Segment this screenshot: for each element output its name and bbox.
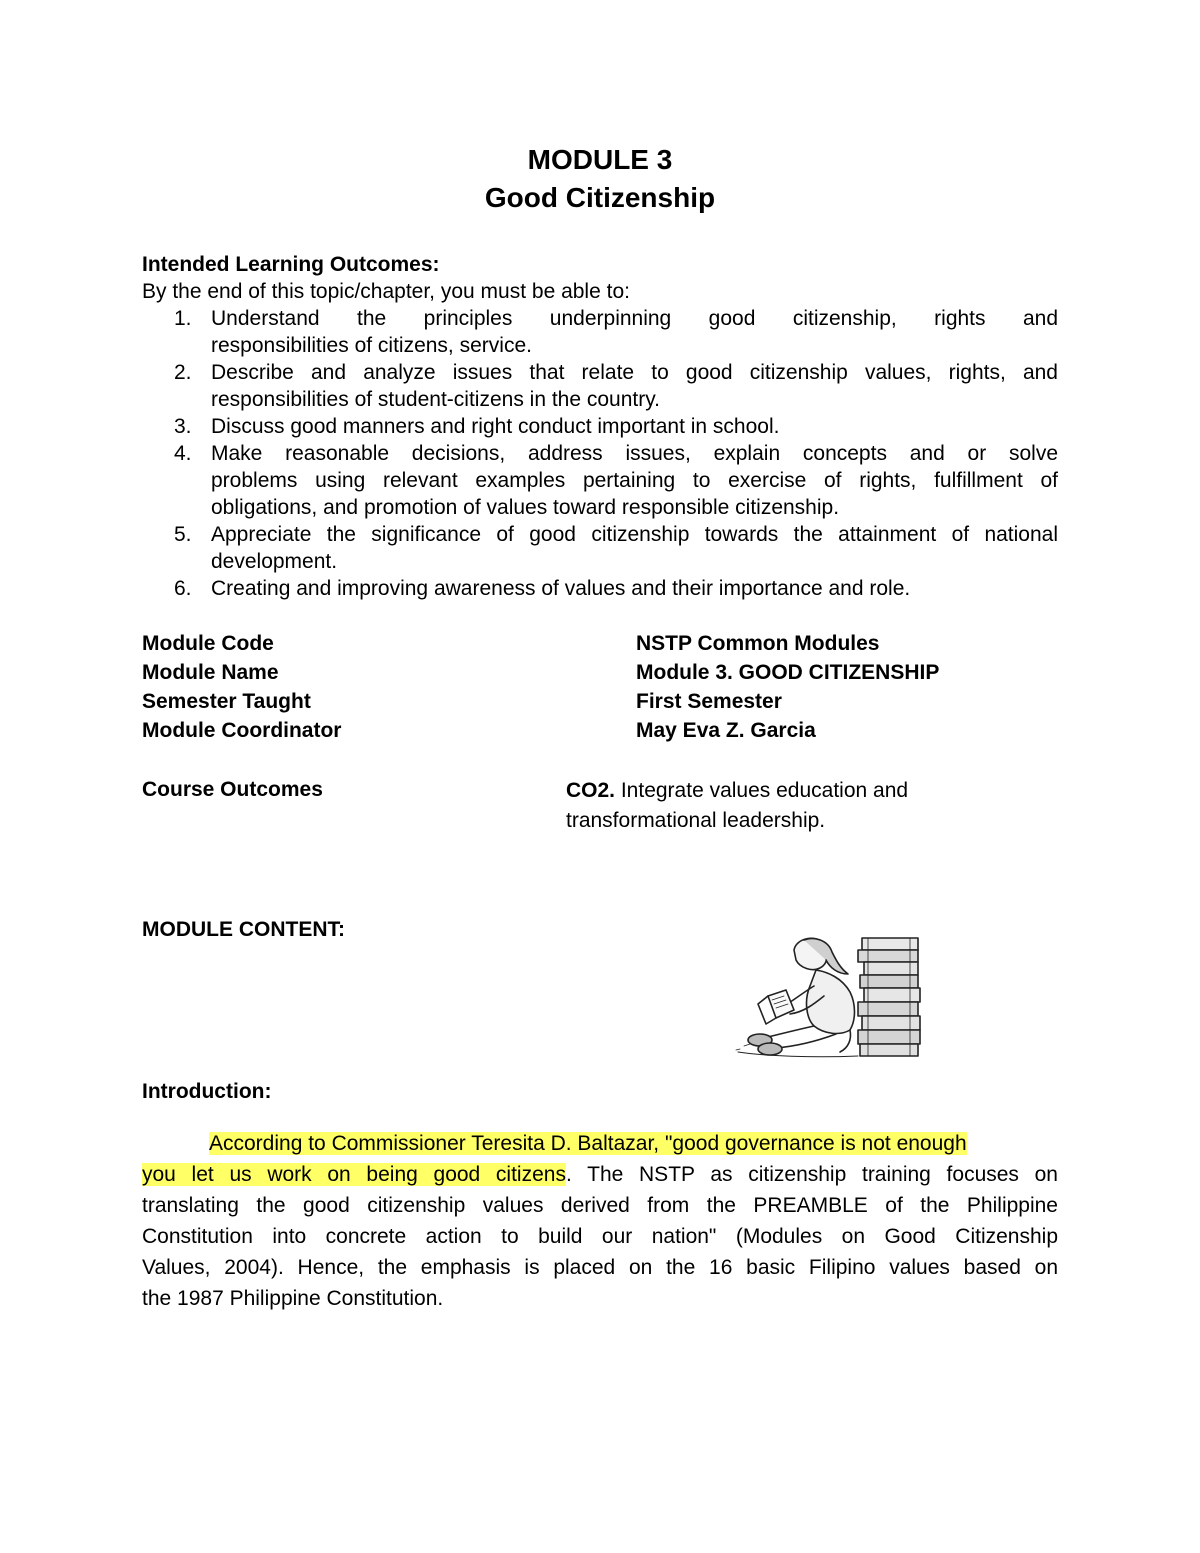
outcomes-list xyxy=(142,305,1058,602)
outcome-number: 6. xyxy=(174,577,192,600)
intro-line-6: the 1987 Philippine Constitution. xyxy=(142,1287,444,1310)
coordinator-label: Module Coordinator xyxy=(142,719,342,742)
intro-line-3: translating the good citizenship values derived from the PREAMBLE of the Philippine xyxy=(142,1194,1058,1217)
highlighted-quote: According to Commissioner Teresita D. Baltazar, "good governance is not enough xyxy=(209,1132,967,1155)
outcome-number: 2. xyxy=(174,361,192,384)
module-code-value: NSTP Common Modules xyxy=(636,632,880,655)
outcome-line: development. xyxy=(211,550,338,573)
course-outcome-code: CO2. xyxy=(566,779,616,802)
outcome-line: Describe and analyze issues that relate to good citizenship values, rights, and xyxy=(211,361,1058,384)
outcome-item-5 xyxy=(142,521,1058,575)
outcomes-intro: By the end of this topic/chapter, you must be able to: xyxy=(142,280,630,303)
outcome-line: obligations, and promotion of values toward responsible citizenship. xyxy=(211,496,840,519)
module-content-heading: MODULE CONTENT: xyxy=(142,918,345,941)
highlighted-quote-end: you let us work on being good citizens xyxy=(142,1163,566,1186)
outcome-number: 4. xyxy=(174,442,192,465)
semester-label: Semester Taught xyxy=(142,690,311,713)
module-code-label: Module Code xyxy=(142,632,274,655)
outcome-number: 1. xyxy=(174,307,192,330)
girl-reading-books-illustration xyxy=(724,930,934,1060)
outcome-item-1 xyxy=(142,305,1058,359)
module-name-value: Module 3. GOOD CITIZENSHIP xyxy=(636,661,940,684)
intro-text: . The NSTP as citizenship training focuses on xyxy=(565,1163,1058,1186)
course-outcome-text-2: transformational leadership. xyxy=(566,809,826,832)
outcome-line: Creating and improving awareness of values and their importance and role. xyxy=(211,577,911,600)
module-name-label: Module Name xyxy=(142,661,279,684)
semester-value: First Semester xyxy=(636,690,782,713)
introduction-heading: Introduction: xyxy=(142,1080,272,1103)
outcome-line: Discuss good manners and right conduct important in school. xyxy=(211,415,780,438)
module-number: MODULE 3 xyxy=(527,144,673,175)
intro-line-5: Values, 2004). Hence, the emphasis is placed on the 16 basic Filipino values based on xyxy=(142,1256,1058,1279)
outcome-item-2 xyxy=(142,359,1058,413)
introduction-paragraph xyxy=(142,1128,1058,1314)
outcome-line: Appreciate the significance of good citizenship towards the attainment of national xyxy=(211,523,1058,546)
course-outcomes-label: Course Outcomes xyxy=(142,778,323,801)
outcome-number: 3. xyxy=(174,415,192,438)
outcome-line: problems using relevant examples pertaining to exercise of rights, fulfillment of xyxy=(211,469,1058,492)
outcome-number: 5. xyxy=(174,523,192,546)
module-title: Good Citizenship xyxy=(484,182,716,213)
course-outcome-value xyxy=(566,776,986,836)
intro-line-1 xyxy=(142,1128,1058,1159)
outcome-line: Make reasonable decisions, address issues, explain concepts and or solve xyxy=(211,442,1058,465)
outcome-line: Understand the principles underpinning good citizenship, rights and xyxy=(211,307,1058,330)
outcome-item-3 xyxy=(142,413,1058,440)
outcomes-heading: Intended Learning Outcomes: xyxy=(142,253,440,276)
intro-line-4: Constitution into concrete action to build our nation" (Modules on Good Citizenship xyxy=(142,1225,1058,1248)
outcome-item-6 xyxy=(142,575,1058,602)
outcome-line: responsibilities of student-citizens in the country. xyxy=(211,388,660,411)
coordinator-value: May Eva Z. Garcia xyxy=(636,719,816,742)
intro-line-2 xyxy=(142,1159,1058,1190)
outcome-item-4 xyxy=(142,440,1058,521)
course-outcome-text: Integrate values education and xyxy=(615,779,909,802)
outcome-line: responsibilities of citizens, service. xyxy=(211,334,532,357)
